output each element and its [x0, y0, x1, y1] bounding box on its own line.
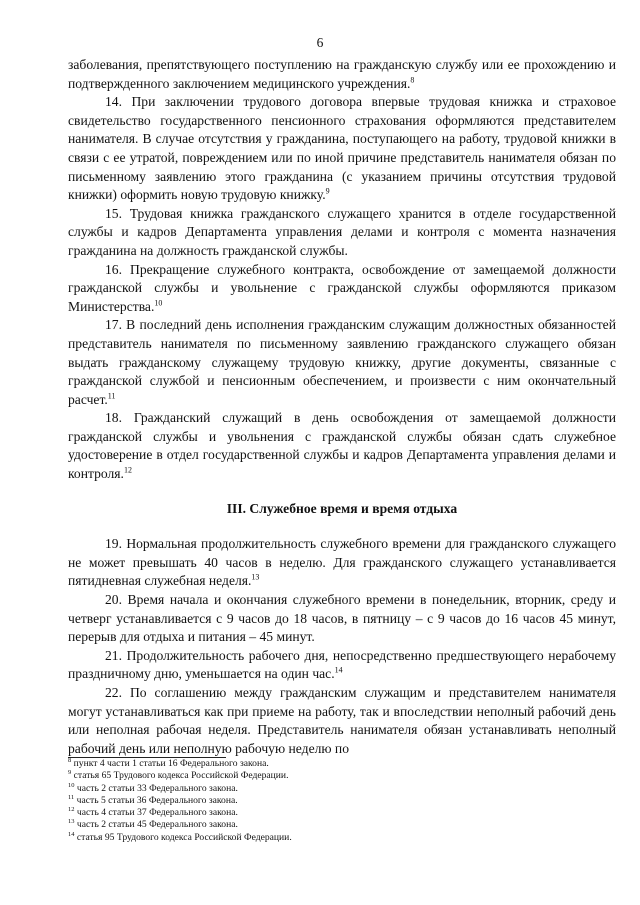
paragraph — [68, 684, 616, 758]
paragraph-text: 22. По соглашению между гражданским служащим и представителем нанимателя могут устанавливаться как при приеме на работу, так и впоследствии неполный рабочий день или неполная рабочая неделя. Представитель нанимателя обязан устанавливать неполный рабочий день или неполную рабочую неделю по — [68, 685, 616, 756]
footnote-ref[interactable]: 8 — [410, 75, 415, 85]
footnote-text: часть 4 статьи 37 Федерального закона. — [76, 807, 238, 819]
footnote-mark: 10 — [68, 781, 75, 789]
footnote-mark: 14 — [68, 830, 75, 838]
footnote-mark: 9 — [68, 769, 72, 777]
footnote-ref[interactable]: 14 — [334, 665, 343, 675]
paragraph — [68, 647, 616, 684]
paragraph-text: заболевания, препятствующего поступлению на гражданскую службу или ее прохождению и подтвержденного заключением медицинского учреждения. — [68, 57, 616, 91]
footnote — [68, 783, 616, 795]
paragraph — [68, 591, 616, 647]
footnote-text: статья 95 Трудового кодекса Российской Федерации. — [76, 831, 292, 843]
paragraph — [68, 93, 616, 205]
paragraph — [68, 409, 616, 483]
footnote-text: часть 2 статьи 33 Федерального закона. — [76, 782, 238, 794]
footnote — [68, 819, 616, 831]
footnote — [68, 795, 616, 807]
footnote-ref[interactable]: 11 — [107, 391, 116, 401]
footnote-mark: 13 — [68, 818, 75, 826]
paragraph — [68, 205, 616, 261]
footnote — [68, 758, 616, 770]
paragraph-text: 20. Время начала и окончания служебного времени в понедельник, вторник, среду и четверг устанавливается с 9 часов до 18 часов, в пятницу – с 9 часов до 16 часов 45 минут, перерыв для отдыха и питания – 45 минут. — [68, 592, 616, 645]
footnote-ref[interactable]: 10 — [154, 298, 163, 308]
paragraph-text: 17. В последний день исполнения гражданским служащим должностных обязанностей представитель нанимателя по письменному заявлению гражданского служащего обязан выдать гражданскому служащему трудовую книжку, другие документы, связанные с гражданской службой и пенсионным обеспечением, и произвести с ним окончательный расчет. — [68, 317, 616, 407]
paragraph — [68, 56, 616, 93]
paragraph — [68, 261, 616, 317]
paragraph — [68, 316, 616, 409]
footnote-mark: 11 — [68, 793, 75, 801]
footnote-text: пункт 4 части 1 статьи 16 Федерального закона. — [73, 758, 269, 769]
footnote-ref[interactable]: 13 — [251, 572, 260, 582]
footnotes — [68, 758, 616, 844]
paragraph-text: 16. Прекращение служебного контракта, освобождение от замещаемой должности гражданской службы и увольнение с гражданской службы оформляются приказом Министерства. — [68, 261, 616, 314]
footnote-ref[interactable]: 9 — [325, 186, 330, 196]
paragraph-text: 21. Продолжительность рабочего дня, непосредственно предшествующего нерабочему праздничному дню, уменьшается на один час. — [68, 647, 616, 682]
paragraphs-before-heading — [68, 56, 616, 484]
paragraph-text: 18. Гражданский служащий в день освобождения от замещаемой должности гражданской службы и увольнения с гражданской службы обязан сдать служебное удостоверение в отдел государственной службы и кадров Департамента управления делами и контроля. — [68, 410, 616, 482]
footnote — [68, 770, 616, 782]
footnote-ref[interactable]: 12 — [123, 465, 132, 475]
footnote-mark: 12 — [68, 806, 75, 813]
paragraph — [68, 535, 616, 591]
footnote — [68, 807, 616, 819]
paragraph-text: 19. Нормальная продолжительность служебного времени для гражданского служащего не может превышать 40 часов в неделю. Для гражданского служащего устанавливается пятидневная служебная неделя. — [68, 536, 616, 589]
footnote-text: статья 65 Трудового кодекса Российской Федерации. — [73, 770, 289, 782]
footnote-text: часть 5 статьи 36 Федерального закона. — [76, 794, 238, 806]
footnote-mark: 8 — [68, 756, 72, 764]
section-heading: III. Служебное время и время отдыха — [226, 500, 458, 516]
footnote — [68, 832, 616, 844]
paragraph-text: 14. При заключении трудового договора впервые трудовая книжка и страховое свидетельство государственного пенсионного страхования оформляются представителем нанимателя. В случае отсутствия у гражданина, поступающего на работу, трудовой книжки в связи с ее утратой, повреждением или по иной причине представитель нанимателя обязан по письменному заявлению этого гражданина (с указанием причины отсутствия трудовой книжки) оформить новую трудовую книжку. — [68, 94, 616, 203]
paragraph-text: 15. Трудовая книжка гражданского служащего хранится в отделе государственной службы и кадров Департамента управления делами и контроля с момента назначения гражданина на должность гражданской службы. — [68, 205, 616, 258]
page-number: 6 — [316, 35, 324, 50]
footnote-text: часть 2 статьи 45 Федерального закона. — [76, 819, 238, 831]
document-body — [68, 56, 616, 758]
paragraphs-after-heading — [68, 535, 616, 758]
